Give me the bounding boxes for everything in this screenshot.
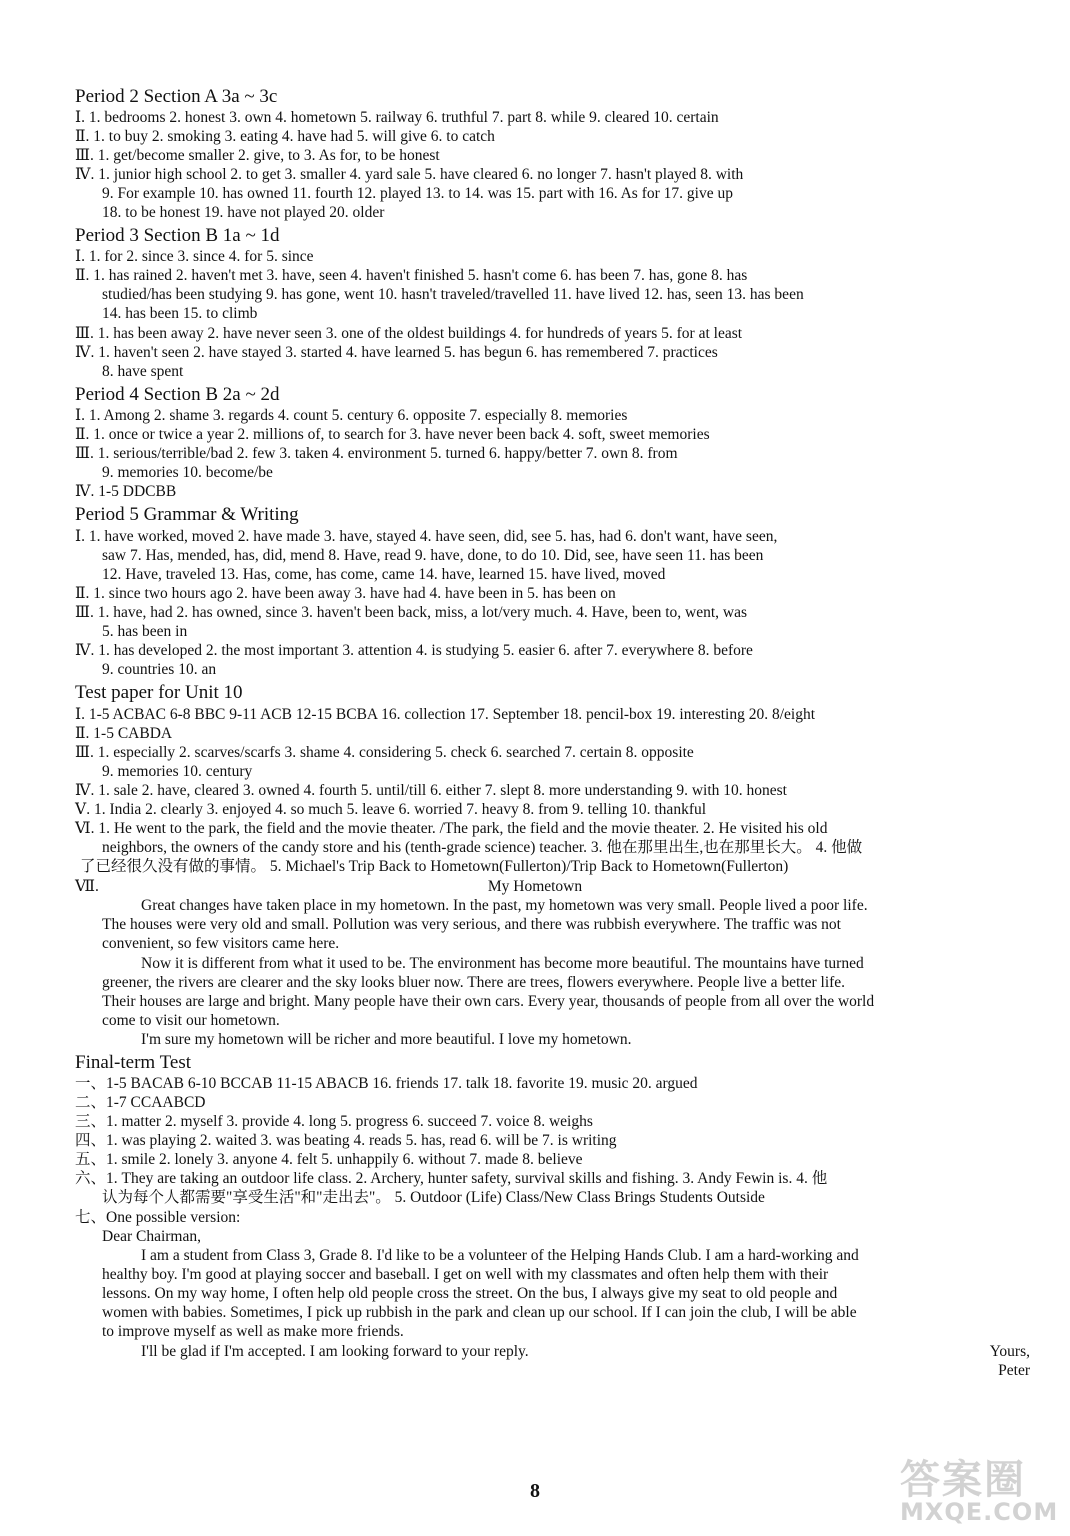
- answer-line: Ⅳ. 1-5 DDCBB: [75, 483, 177, 500]
- answer-line: Ⅰ. 1. bedrooms 2. honest 3. own 4. hometown 5. railway 6. truthful 7. part 8. while 9. cleared 10. certain: [75, 109, 719, 126]
- section-heading: Period 4 Section B 2a ~ 2d: [75, 384, 280, 405]
- answer-line: Ⅲ. 1. serious/terrible/bad 2. few 3. taken 4. environment 5. turned 6. happy/better 7. own 8. from: [75, 445, 678, 462]
- answer-line: 认为每个人都需要"享受生活"和"走出去"。 5. Outdoor (Life) Class/New Class Brings Students Outside: [102, 1189, 765, 1206]
- answer-line: Ⅴ. 1. India 2. clearly 3. enjoyed 4. so much 5. leave 6. worried 7. heavy 8. from 9. telling 10. thankful: [75, 801, 707, 818]
- answer-line: Ⅱ. 1. has rained 2. haven't met 3. have, seen 4. haven't finished 5. hasn't come 6. has been 7. has, gone 8. has: [75, 267, 748, 284]
- essay-line: Now it is different from what it used to be. The environment has become more beautiful. The mountains have turned: [141, 955, 864, 972]
- answer-line: 9. memories 10. become/be: [102, 464, 273, 481]
- answer-line: 14. has been 15. to climb: [102, 305, 258, 322]
- answer-line: studied/has been studying 9. has gone, went 10. hasn't traveled/travelled 11. have lived 12. has, seen 13. has been: [102, 286, 804, 303]
- section-heading: Period 3 Section B 1a ~ 1d: [75, 225, 280, 246]
- answer-line: 六、1. They are taking an outdoor life class. 2. Archery, hunter safety, survival skills and fishing. 3. Andy Fewin is. 4. 他: [75, 1170, 828, 1187]
- answer-line: 了已经很久没有做的事情。 5. Michael's Trip Back to Hometown(Fullerton)/Trip Back to Hometown(Fullerton): [80, 858, 789, 875]
- answer-label: Ⅶ.: [75, 878, 99, 895]
- answer-line: Ⅰ. 1. Among 2. shame 3. regards 4. count 5. century 6. opposite 7. especially 8. memories: [75, 407, 628, 424]
- answer-line: 一、1-5 BACAB 6-10 BCCAB 11-15 ABACB 16. friends 17. talk 18. favorite 19. music 20. argued: [75, 1075, 698, 1092]
- answer-line: Ⅳ. 1. sale 2. have, cleared 3. owned 4. fourth 5. until/till 6. either 7. slept 8. more understanding 9. with 10. honest: [75, 782, 787, 799]
- section-heading: Period 5 Grammar & Writing: [75, 504, 299, 525]
- essay-line: convenient, so few visitors came here.: [102, 935, 340, 952]
- letter-line: I'll be glad if I'm accepted. I am looking forward to your reply.: [141, 1343, 529, 1360]
- answer-line: Ⅵ. 1. He went to the park, the field and the movie theater. /The park, the field and the movie theater. 2. He visited his old: [75, 820, 828, 837]
- answer-line: 二、1-7 CCAABCD: [75, 1094, 206, 1111]
- section-heading: Test paper for Unit 10: [75, 682, 243, 703]
- watermark-text-top: 答案圈: [900, 1457, 1026, 1503]
- answer-line: Ⅲ. 1. has been away 2. have never seen 3. one of the oldest buildings 4. for hundreds of years 5. for at least: [75, 325, 743, 342]
- answer-line: saw 7. Has, mended, has, did, mend 8. Have, read 9. have, done, to do 10. Did, see, have seen 11. has been: [102, 547, 764, 564]
- answer-line: Ⅰ. 1. have worked, moved 2. have made 3. have, stayed 4. have seen, did, see 5. has, had 6. don't want, have seen,: [75, 528, 778, 545]
- essay-line: The houses were very old and small. Pollution was very serious, and there was rubbish everywhere. The traffic was not: [102, 916, 841, 933]
- answer-line: Ⅱ. 1. since two hours ago 2. have been away 3. have had 4. have been in 5. has been on: [75, 585, 616, 602]
- answer-line: 5. has been in: [102, 623, 188, 640]
- answer-line: Ⅱ. 1. once or twice a year 2. millions of, to search for 3. have never been back 4. soft, sweet memories: [75, 426, 710, 443]
- answer-line: 七、One possible version:: [75, 1209, 241, 1226]
- answer-line: Ⅲ. 1. especially 2. scarves/scarfs 3. shame 4. considering 5. check 6. searched 7. certain 8. opposite: [75, 744, 694, 761]
- letter-line: I am a student from Class 3, Grade 8. I'd like to be a volunteer of the Helping Hands Club. I am a hard-working and: [141, 1247, 859, 1264]
- answer-line: 五、1. smile 2. lonely 3. anyone 4. felt 5. unhappily 6. without 7. made 8. believe: [75, 1151, 583, 1168]
- answer-line: Ⅱ. 1. to buy 2. smoking 3. eating 4. have had 5. will give 6. to catch: [75, 128, 495, 145]
- answer-line: 9. For example 10. has owned 11. fourth 12. played 13. to 14. was 15. part with 16. As for 17. give up: [102, 185, 733, 202]
- letter-closing: Yours,: [989, 1343, 1030, 1360]
- letter-line: to improve myself as well as make more friends.: [102, 1323, 404, 1340]
- essay-title: My Hometown: [487, 878, 583, 895]
- answer-line: Ⅰ. 1. for 2. since 3. since 4. for 5. since: [75, 248, 314, 265]
- answer-line: 8. have spent: [102, 363, 184, 380]
- essay-line: Their houses are large and bright. Many people have their own cars. Every year, thousands of people from all over the world: [102, 993, 875, 1010]
- answer-line: 四、1. was playing 2. waited 3. was beating 4. reads 5. has, read 6. will be 7. is writing: [75, 1132, 617, 1149]
- letter-line: lessons. On my way home, I often help old people cross the street. On the bus, I always give my seat to old people and: [102, 1285, 838, 1302]
- answer-line: 9. countries 10. an: [102, 661, 217, 678]
- answer-line: 9. memories 10. century: [102, 763, 253, 780]
- section-heading: Period 2 Section A 3a ~ 3c: [75, 86, 278, 107]
- letter-greeting: Dear Chairman,: [102, 1228, 201, 1245]
- watermark-logo: [890, 1448, 1065, 1530]
- essay-line: Great changes have taken place in my hometown. In the past, my hometown was very small. People lived a poor life.: [141, 897, 868, 914]
- answer-line: Ⅲ. 1. get/become smaller 2. give, to 3. As for, to be honest: [75, 147, 440, 164]
- essay-line: come to visit our hometown.: [102, 1012, 280, 1029]
- answer-line: 三、1. matter 2. myself 3. provide 4. long 5. progress 6. succeed 7. voice 8. weighs: [75, 1113, 593, 1130]
- answer-line: Ⅳ. 1. junior high school 2. to get 3. smaller 4. yard sale 5. have cleared 6. no longer 7. hasn't played 8. with: [75, 166, 744, 183]
- answer-line: 12. Have, traveled 13. Has, come, has come, came 14. have, learned 15. have lived, moved: [102, 566, 666, 583]
- answer-line: neighbors, the owners of the candy store and his (tenth-grade science) teacher. 3. 他在那里出生,也在那里长大。 4. 他做: [102, 839, 863, 856]
- answer-line: Ⅳ. 1. has developed 2. the most important 3. attention 4. is studying 5. easier 6. after 7. everywhere 8. before: [75, 642, 753, 659]
- letter-line: healthy boy. I'm good at playing soccer and baseball. I get on well with my classmates and often help them with their: [102, 1266, 829, 1283]
- essay-line: greener, the rivers are clearer and the sky looks bluer now. There are trees, flowers everywhere. People live a better life.: [102, 974, 846, 991]
- answer-line: Ⅲ. 1. have, had 2. has owned, since 3. haven't been back, miss, a lot/very much. 4. Have, been to, went, was: [75, 604, 748, 621]
- answer-line: 18. to be honest 19. have not played 20. older: [102, 204, 385, 221]
- answer-line: Ⅰ. 1-5 ACBAC 6-8 BBC 9-11 ACB 12-15 BCBA 16. collection 17. September 18. pencil-box 19. interesting 20. 8/eight: [75, 706, 816, 723]
- watermark-text-bottom: MXQE.COM: [900, 1498, 1059, 1526]
- letter-line: women with babies. Sometimes, I pick up rubbish in the park and clean up our school. If I can join the club, I will be able: [102, 1304, 857, 1321]
- essay-line: I'm sure my hometown will be richer and more beautiful. I love my hometown.: [141, 1031, 632, 1048]
- page-number: 8: [530, 1480, 540, 1502]
- section-heading: Final-term Test: [75, 1052, 191, 1073]
- answer-line: Ⅱ. 1-5 CABDA: [75, 725, 173, 742]
- answer-line: Ⅳ. 1. haven't seen 2. have stayed 3. started 4. have learned 5. has begun 6. has remembered 7. practices: [75, 344, 718, 361]
- letter-signature: Peter: [998, 1362, 1030, 1379]
